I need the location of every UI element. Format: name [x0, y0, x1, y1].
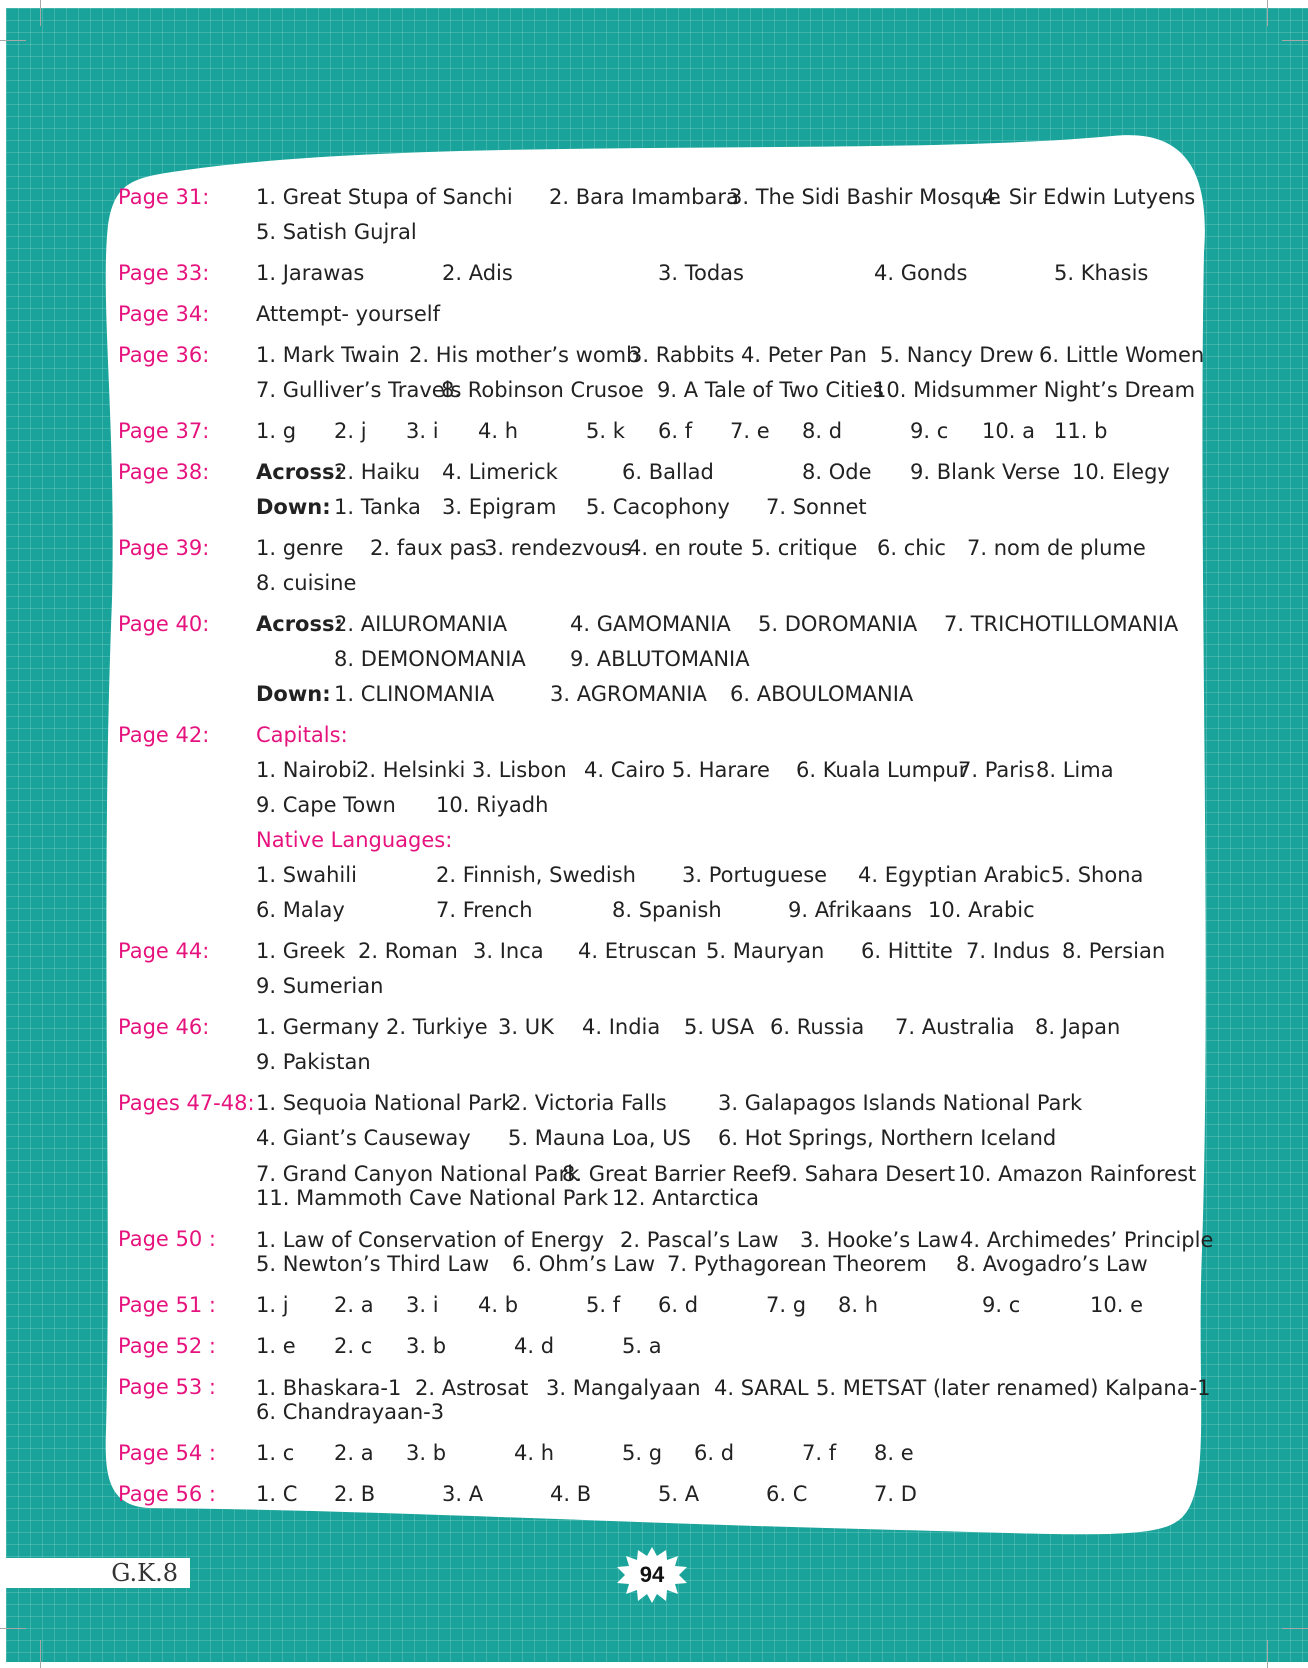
answer-item: 9. Afrikaans — [788, 898, 912, 922]
answer-item: 5. g — [622, 1441, 663, 1465]
answer-entry — [118, 934, 1208, 1004]
answer-item: 5. METSAT (later renamed) Kalpana-1 — [816, 1376, 1211, 1400]
answer-body — [256, 1010, 1208, 1080]
answer-entry — [118, 1477, 1208, 1512]
answer-item: 8. Spanish — [612, 898, 722, 922]
answer-item: Attempt- yourself — [256, 302, 440, 326]
answer-line — [256, 1400, 1208, 1430]
answer-line — [256, 531, 1208, 566]
answer-line — [256, 490, 1208, 525]
answer-item: 8. Lima — [1036, 758, 1114, 782]
answer-item: 7. French — [436, 898, 533, 922]
answer-item: 2. a — [334, 1441, 374, 1465]
answer-item: 2. Turkiye — [386, 1015, 488, 1039]
answer-item: 3. Mangalyaan — [546, 1376, 701, 1400]
answer-body — [256, 180, 1208, 250]
answer-item: 1. C — [256, 1482, 298, 1506]
answer-body — [256, 338, 1208, 408]
answer-line — [256, 1045, 1208, 1080]
answer-item: 3. Galapagos Islands National Park — [718, 1091, 1083, 1115]
page-label: Page 33: — [118, 261, 210, 285]
answer-item: 6. C — [766, 1482, 808, 1506]
answer-entry — [118, 1288, 1208, 1323]
answer-item: 5. Cacophony — [586, 495, 730, 519]
answer-body — [256, 414, 1208, 449]
answer-item: 9. c — [910, 419, 949, 443]
page-label: Page 34: — [118, 302, 210, 326]
answer-item: 7. f — [802, 1441, 837, 1465]
answer-item: 6. d — [694, 1441, 735, 1465]
answer-item: 2. Roman — [358, 939, 458, 963]
answer-line — [256, 215, 1208, 250]
answer-entry — [118, 297, 1208, 332]
answer-item: 7. TRICHOTILLOMANIA — [944, 612, 1179, 636]
answer-item: 3. b — [406, 1334, 447, 1358]
answer-item: 2. j — [334, 419, 367, 443]
answer-line — [256, 414, 1208, 449]
section-heading: Native Languages: — [256, 828, 453, 852]
answer-item: 9. c — [982, 1293, 1021, 1317]
answer-item: 1. c — [256, 1441, 295, 1465]
answer-item: 6. chic — [877, 536, 946, 560]
answer-item: 7. D — [874, 1482, 917, 1506]
answer-line — [256, 180, 1208, 215]
answer-body — [256, 1370, 1211, 1430]
answer-item: 5. Mauna Loa, US — [508, 1126, 691, 1150]
answer-item: 4. Etruscan — [578, 939, 697, 963]
answer-item: 3. Hooke’s Law — [800, 1228, 959, 1252]
page-label: Page 31: — [118, 185, 210, 209]
answer-item: 7. Indus — [966, 939, 1050, 963]
answer-body — [256, 455, 1208, 525]
page-label: Page 36: — [118, 343, 210, 367]
answer-item: 8. Avogadro’s Law — [956, 1252, 1148, 1276]
answer-item: 6. Malay — [256, 898, 345, 922]
answer-body — [256, 297, 1208, 332]
page-label: Page 51 : — [118, 1293, 216, 1317]
answer-item: 5. Shona — [1051, 863, 1144, 887]
answer-item: 3. A — [442, 1482, 484, 1506]
page-label: Page 56 : — [118, 1482, 216, 1506]
answer-item: 1. Jarawas — [256, 261, 365, 285]
answer-item: 3. Portuguese — [682, 863, 828, 887]
answer-item: 4. h — [478, 419, 519, 443]
answer-line — [256, 1329, 1208, 1364]
answer-item: 6. f — [658, 419, 693, 443]
answer-entry — [118, 531, 1208, 601]
answer-item: 1. CLINOMANIA — [334, 682, 495, 706]
answer-line — [256, 1186, 1208, 1216]
answer-item: 4. Sir Edwin Lutyens — [982, 185, 1196, 209]
answer-item: 1. Sequoia National Park — [256, 1091, 514, 1115]
answer-item: 8. cuisine — [256, 571, 357, 595]
answer-line — [256, 893, 1208, 928]
answer-item: 8. Robinson Crusoe — [441, 378, 644, 402]
page-label: Page 39: — [118, 536, 210, 560]
answer-line — [256, 1252, 1208, 1282]
answer-item: 1. Nairobi — [256, 758, 358, 782]
answer-item: 6. Chandrayaan-3 — [256, 1400, 445, 1424]
page-label: Page 54 : — [118, 1441, 216, 1465]
answer-item: 7. Pythagorean Theorem — [667, 1252, 927, 1276]
answer-item: 2. a — [334, 1293, 374, 1317]
direction-label — [256, 642, 334, 677]
answer-line — [256, 642, 1208, 677]
answer-item: 4. SARAL — [714, 1376, 809, 1400]
answer-item: 1. genre — [256, 536, 344, 560]
answer-item: 5. critique — [751, 536, 858, 560]
direction-label: Across: — [256, 612, 343, 636]
answer-line — [256, 256, 1208, 291]
page-label: Page 50 : — [118, 1227, 216, 1251]
answer-item: 10. a — [982, 419, 1035, 443]
answer-item: 6. Ballad — [622, 460, 714, 484]
section-heading: Capitals: — [256, 723, 348, 747]
answer-item: 2. Pascal’s Law — [620, 1228, 779, 1252]
answer-item: 5. DOROMANIA — [758, 612, 918, 636]
answer-item: 3. i — [406, 419, 439, 443]
answer-item: 7. Australia — [895, 1015, 1015, 1039]
answer-item: 9. ABLUTOMANIA — [570, 647, 750, 671]
answer-line — [256, 1086, 1208, 1121]
answer-item: 4. Archimedes’ Principle — [960, 1228, 1214, 1252]
answer-item: 8. DEMONOMANIA — [334, 647, 526, 671]
answer-item: 1. Greek — [256, 939, 346, 963]
answer-item: 5. Nancy Drew — [880, 343, 1034, 367]
answer-item: 1. g — [256, 419, 297, 443]
answer-entry — [118, 1370, 1211, 1430]
answer-item: 2. His mother’s womb — [409, 343, 640, 367]
answer-item: 8. h — [838, 1293, 879, 1317]
answer-item: 6. Hot Springs, Northern Iceland — [718, 1126, 1057, 1150]
answer-line — [256, 858, 1208, 893]
answer-item: 9. Cape Town — [256, 793, 396, 817]
answer-item: 9. Blank Verse — [910, 460, 1061, 484]
answer-line — [256, 823, 1208, 858]
answer-item: 4. Gonds — [874, 261, 968, 285]
answer-entry — [118, 338, 1208, 408]
answer-item: 1. e — [256, 1334, 296, 1358]
answer-line — [256, 455, 1208, 490]
answer-line — [256, 788, 1208, 823]
answer-body — [256, 1288, 1208, 1323]
answer-body — [256, 934, 1208, 1004]
answer-item: 7. Paris — [958, 758, 1035, 782]
answer-item: 10. e — [1090, 1293, 1143, 1317]
answer-entry — [118, 1010, 1208, 1080]
answer-entry — [118, 1436, 1208, 1471]
answer-line — [256, 1010, 1208, 1045]
answer-item: 2. Adis — [442, 261, 513, 285]
answer-item: 4. d — [514, 1334, 555, 1358]
answer-item: 1. Great Stupa of Sanchi — [256, 185, 513, 209]
answer-item: 9. Sahara Desert — [778, 1162, 956, 1186]
answer-item: 5. a — [622, 1334, 662, 1358]
answer-item: 8. e — [874, 1441, 914, 1465]
page-label: Page 40: — [118, 612, 210, 636]
answer-item: 8. Great Barrier Reef — [562, 1162, 779, 1186]
answer-item: 9. Pakistan — [256, 1050, 371, 1074]
answer-item: 5. Newton’s Third Law — [256, 1252, 490, 1276]
answer-item: 3. Lisbon — [472, 758, 567, 782]
answer-item: 8. Ode — [802, 460, 872, 484]
answer-body — [256, 531, 1208, 601]
answer-item: 7. Gulliver’s Travels — [256, 378, 462, 402]
answer-item: 10. Arabic — [928, 898, 1035, 922]
answer-line — [256, 677, 1208, 712]
page-label: Page 52 : — [118, 1334, 216, 1358]
answer-line — [256, 1436, 1208, 1471]
answer-item: 5. k — [586, 419, 625, 443]
answer-item: 2. c — [334, 1334, 373, 1358]
answer-item: 4. Egyptian Arabic — [858, 863, 1051, 887]
answer-item: 3. The Sidi Bashir Mosque — [729, 185, 1001, 209]
answer-item: 3. Epigram — [442, 495, 557, 519]
answer-item: 1. Germany — [256, 1015, 380, 1039]
answer-line — [256, 753, 1208, 788]
answer-key — [118, 180, 1214, 1518]
page-label: Page 53 : — [118, 1375, 216, 1399]
page-label: Page 42: — [118, 723, 210, 747]
page-number: 94 — [639, 1562, 665, 1587]
answer-item: 7. Sonnet — [766, 495, 867, 519]
answer-item: 8. d — [802, 419, 843, 443]
answer-item: 7. g — [766, 1293, 807, 1317]
answer-item: 1. Law of Conservation of Energy — [256, 1228, 604, 1252]
answer-item: 10. Riyadh — [436, 793, 549, 817]
answer-item: 1. Tanka — [334, 495, 421, 519]
answer-entry — [118, 1329, 1208, 1364]
answer-item: 6. ABOULOMANIA — [730, 682, 914, 706]
answer-item: 2. B — [334, 1482, 376, 1506]
answer-line — [256, 338, 1208, 373]
answer-entry — [118, 718, 1208, 928]
answer-item: 3. Rabbits — [629, 343, 735, 367]
answer-line — [256, 1156, 1208, 1186]
answer-item: 6. Little Women — [1039, 343, 1205, 367]
answer-item: 4. B — [550, 1482, 592, 1506]
answer-item: 2. Bara Imambara — [549, 185, 739, 209]
answer-line — [256, 373, 1208, 408]
answer-line — [256, 718, 1208, 753]
answer-body — [256, 1477, 1208, 1512]
answer-body — [256, 718, 1208, 928]
answer-body — [256, 1222, 1214, 1282]
answer-item: 4. India — [582, 1015, 661, 1039]
page-label: Page 37: — [118, 419, 210, 443]
answer-entry — [118, 1222, 1214, 1282]
answer-line — [256, 566, 1208, 601]
answer-item: 1. Mark Twain — [256, 343, 400, 367]
answer-item: 7. nom de plume — [967, 536, 1146, 560]
answer-line — [256, 934, 1208, 969]
answer-item: 2. Helsinki — [356, 758, 466, 782]
answer-item: 6. d — [658, 1293, 699, 1317]
answer-item: 7. Grand Canyon National Park — [256, 1162, 580, 1186]
page-label: Page 46: — [118, 1015, 210, 1039]
answer-line — [256, 297, 1208, 332]
answer-item: 2. Haiku — [334, 460, 421, 484]
page-label: Page 44: — [118, 939, 210, 963]
answer-item: 3. Inca — [473, 939, 544, 963]
answer-item: 10. Amazon Rainforest — [958, 1162, 1197, 1186]
answer-item: 3. UK — [498, 1015, 554, 1039]
answer-item: 11. Mammoth Cave National Park — [256, 1186, 609, 1210]
answer-body — [256, 607, 1208, 712]
answer-item: 5. Satish Gujral — [256, 220, 417, 244]
answer-item: 3. b — [406, 1441, 447, 1465]
answer-item: 1. j — [256, 1293, 289, 1317]
answer-item: 10. Elegy — [1072, 460, 1170, 484]
answer-item: 11. b — [1054, 419, 1108, 443]
answer-item: 2. Victoria Falls — [508, 1091, 667, 1115]
answer-item: 6. Kuala Lumpur — [796, 758, 968, 782]
book-label: G.K.8 — [4, 1558, 190, 1588]
answer-line — [256, 1477, 1208, 1512]
answer-item: 4. Cairo — [584, 758, 666, 782]
answer-line — [256, 1222, 1214, 1252]
answer-item: 3. rendezvous — [484, 536, 632, 560]
answer-item: 6. Russia — [770, 1015, 865, 1039]
answer-item: 4. Limerick — [442, 460, 558, 484]
answer-body — [256, 1436, 1208, 1471]
answer-item: 10. Midsummer Night’s Dream — [873, 378, 1196, 402]
answer-item: 3. AGROMANIA — [550, 682, 707, 706]
answer-item: 4. GAMOMANIA — [570, 612, 731, 636]
answer-item: 4. Peter Pan — [741, 343, 867, 367]
direction-label: Across: — [256, 460, 343, 484]
answer-item: 3. i — [406, 1293, 439, 1317]
answer-item: 9. A Tale of Two Cities — [657, 378, 884, 402]
answer-item: 5. Khasis — [1054, 261, 1149, 285]
page-label: Pages 47-48: — [118, 1091, 255, 1115]
answer-body — [256, 1329, 1208, 1364]
answer-line — [256, 1121, 1208, 1156]
answer-item: 4. en route — [628, 536, 744, 560]
answer-item: 7. e — [730, 419, 770, 443]
answer-item: 4. Giant’s Causeway — [256, 1126, 471, 1150]
answer-item: 3. Todas — [658, 261, 744, 285]
answer-entry — [118, 607, 1208, 712]
answer-line — [256, 607, 1208, 642]
answer-item: 2. AILUROMANIA — [334, 612, 508, 636]
answer-item: 4. h — [514, 1441, 555, 1465]
answer-item: 8. Japan — [1035, 1015, 1121, 1039]
answer-item: 2. Finnish, Swedish — [436, 863, 636, 887]
answer-item: 1. Bhaskara-1 — [256, 1376, 402, 1400]
answer-item: 2. faux pas — [370, 536, 487, 560]
answer-entry — [118, 455, 1208, 525]
answer-entry — [118, 1086, 1208, 1216]
answer-body — [256, 1086, 1208, 1216]
answer-item: 8. Persian — [1062, 939, 1166, 963]
answer-item: 12. Antarctica — [612, 1186, 760, 1210]
answer-item: 4. b — [478, 1293, 519, 1317]
answer-body — [256, 256, 1208, 291]
answer-entry — [118, 414, 1208, 449]
answer-entry — [118, 256, 1208, 291]
direction-label: Down: — [256, 682, 331, 706]
answer-item: 9. Sumerian — [256, 974, 384, 998]
answer-item: 1. Swahili — [256, 863, 357, 887]
answer-item: 6. Hittite — [861, 939, 953, 963]
answer-item: 2. Astrosat — [415, 1376, 529, 1400]
answer-item: 5. Mauryan — [706, 939, 825, 963]
answer-item: 5. f — [586, 1293, 621, 1317]
answer-item: 5. A — [658, 1482, 700, 1506]
answer-line — [256, 969, 1208, 1004]
answer-item: 5. USA — [684, 1015, 755, 1039]
answer-line — [256, 1370, 1211, 1400]
answer-entry — [118, 180, 1208, 250]
page-label: Page 38: — [118, 460, 210, 484]
direction-label: Down: — [256, 495, 331, 519]
answer-item: 6. Ohm’s Law — [512, 1252, 656, 1276]
answer-line — [256, 1288, 1208, 1323]
answer-item: 5. Harare — [672, 758, 770, 782]
